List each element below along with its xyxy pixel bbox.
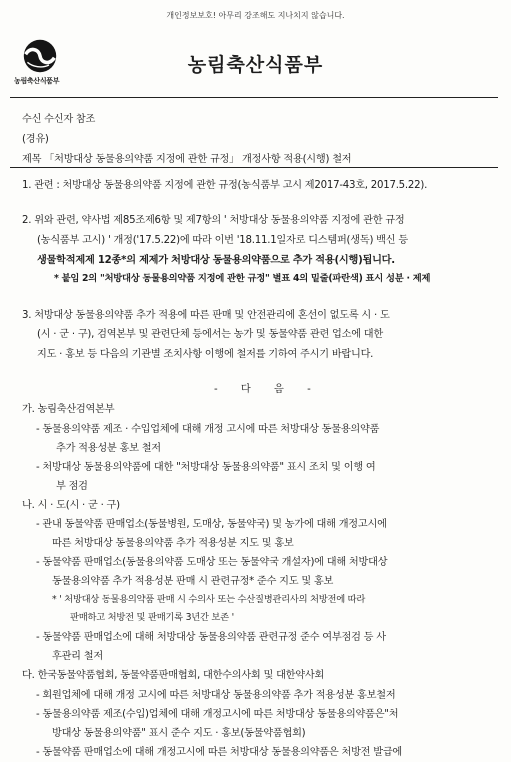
list-item: - 동물용의약품 제조 · 수입업체에 대해 개정 고시에 따른 처방대상 동물용의약품 [36,424,380,435]
item-2-line-2: (농식품부 고시) ' 개정('17.5.22)에 따라 이번 '18.11.1일자로 디스템퍼(생독) 백신 등 [37,235,408,246]
list-footnote: 판매하고 처방전 및 판매기록 3년간 보존 ' [70,612,234,623]
item-2-footnote: * 붙임 2의 "처방대상 동물용의약품 지정에 관한 규정" 별표 4의 밑줄(파란색) 표시 성분 · 제제 [54,273,431,284]
ministry-title: 농림축산식품부 [187,54,324,76]
section-ga-title: 가. 농림축산검역본부 [22,404,115,415]
section-heading: - 다 음 - [214,384,321,395]
list-item: - 회원업체에 대해 개정 고시에 따른 처방대상 동물용의약품 추가 적용성분 홍보철저 [36,690,396,701]
list-item: 동물용의약품 추가 적용성분 판매 시 관련규정* 준수 지도 및 홍보 [52,576,334,587]
list-item: 방대상 동물용의약품" 표시 준수 지도 · 홍보(동물약품협회) [52,728,306,739]
subject-line: 제목 「처방대상 동물용의약품 지정에 관한 규정」 개정사항 적용(시행) 철저 [22,154,352,165]
section-na-title: 나. 시 · 도(시 · 군 · 구) [22,500,120,511]
list-item: 후관리 철저 [52,651,103,662]
list-footnote: * ' 처방대상 동물용의약품 판매 시 수의사 또는 수산질병관리사의 처방전에 따라 [52,594,366,605]
item-2-line-1: 2. 위와 관련, 약사법 제85조제6항 및 제7항의 ' 처방대상 동물용의약품 지정에 관한 규정 [22,215,405,226]
list-item: - 동물용의약품 제조(수입)업체에 대해 개정고시에 따른 처방대상 동물용의약품은"처 [36,709,399,720]
item-3-line-3: 지도 · 홍보 등 다음의 기관별 조치사항 이행에 철저를 기하여 주시기 바랍니다. [37,349,374,360]
item-3-line-2: (시 · 군 · 구), 검역본부 및 관련단체 등에서는 농가 및 동물약품 관련 업소에 대한 [37,329,383,340]
recipient-line: 수신 수신자 참조 [22,114,96,125]
ministry-logo-text: 농림축산식품부 [14,77,60,85]
privacy-notice: 개인정보보호! 아무리 강조해도 지나치지 않습니다. [166,11,345,20]
header-divider [10,97,498,98]
list-item: 추가 적용성분 홍보 철저 [56,443,161,454]
list-item: 부 점검 [56,481,88,492]
list-item: 따른 처방대상 동물용의약품 추가 적용성분 지도 및 홍보 [52,538,294,549]
item-1: 1. 관련 : 처방대상 동물용의약품 지정에 관한 규정(농식품부 고시 제2017-43호, 2017.5.22). [22,180,428,191]
item-2-line-3: 생물학적제제 12종*의 제제가 처방대상 동물용의약품으로 추가 적용(시행)됩니다. [37,255,395,266]
subject-divider [10,167,498,168]
section-da-title: 다. 한국동물약품협회, 동물약품판매협회, 대한수의사회 및 대한약사회 [22,670,325,681]
list-item: - 관내 동물약품 판매업소(동물병원, 도매상, 동물약국) 및 농가에 대해 개정고시에 [36,519,387,530]
list-item: - 처방대상 동물용의약품에 대한 "처방대상 동물용의약품" 표시 조치 및 이행 여 [36,462,376,473]
list-item: - 동물약품 판매업소(동물용의약품 도매상 또는 동물약국 개설자)에 대해 처방대상 [36,557,388,568]
via-line: (경유) [22,134,49,145]
list-item: - 동물약품 판매업소에 대해 개정고시에 따른 처방대상 동물용의약품은 처방전 발급에 [36,747,403,758]
list-item: - 동물약품 판매업소에 대해 처방대상 동물용의약품 관련규정 준수 여부점검 등 사 [36,632,386,643]
item-3-line-1: 3. 처방대상 동물용의약품 추가 적용에 따른 판매 및 안전관리에 혼선이 없도록 시 · 도 [22,310,390,321]
